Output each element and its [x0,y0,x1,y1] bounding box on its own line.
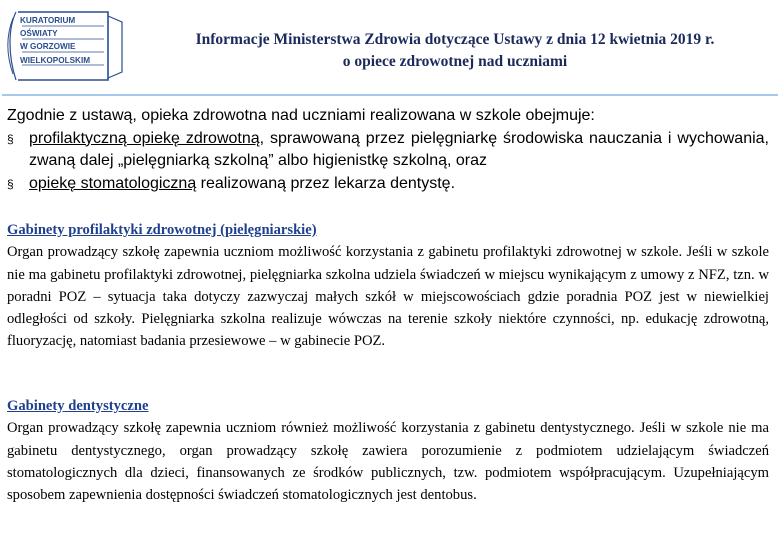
list-item [7,173,769,196]
page-title [130,29,780,73]
section-nurse-offices [7,219,769,353]
intro-lead: Zgodnie z ustawą, opieka zdrowotna nad uczniami realizowana w szkole obejmuje: [7,107,595,124]
list-item-text: , sprawowaną przez pielęgniarkę środowiska nauczania i wychowania, zwaną dalej „pielęgniarką szkolną” albo higienistkę szkolną, oraz [29,129,769,169]
logo-line: WIELKOPOLSKIM [20,55,91,65]
intro-list [7,128,769,196]
page-title-line-2: o opiece zdrowotnej nad uczniami [342,53,568,70]
intro-block [7,105,769,195]
logo-text [20,14,100,67]
logo-line: KURATORIUM [20,16,76,25]
logo-line: W GORZOWIE [20,42,76,52]
page-title-line-1: Informacje Ministerstwa Zdrowia dotyczące Ustawy z dnia 12 kwietnia 2019 r. [195,31,715,48]
section-body: Organ prowadzący szkołę zapewnia uczniom możliwość korzystania z gabinetu profilaktyki zdrowotnej w szkole. Jeśli w szkole nie ma gabinetu profilaktyki zdrowotnej, pielęgniarka szkolna udziela świadczeń w miejscu wynikającym z umowy z NFZ, tzn. w poradni POZ – sytuacja taka dotyczy zazwyczaj małych szkół w miejscowościach gdzie poradnia POZ jest w niewielkiej odległości od szkoły. Pielęgniarka szkolna realizuje wówczas na terenie szkoły niektóre czynności, np. edukację zdrowotną, fluoryzację, natomiast badania przesiewowe – w gabinecie POZ. [7,244,769,350]
section-sign-bullet-icon: § [7,131,14,146]
section-dental-offices [7,395,769,506]
list-item-underlined: opiekę stomatologiczną [29,174,197,192]
section-sign-bullet-icon: § [7,176,14,191]
list-item-text: realizowaną przez lekarza dentystę. [196,174,456,192]
logo-line: OŚWIATY [20,29,58,39]
section-heading: Gabinety dentystyczne [7,398,149,414]
section-body: Organ prowadzący szkołę zapewnia uczniom również możliwość korzystania z gabinetu dentystycznego. Jeśli w szkole nie ma gabinetu dentystycznego, organ prowadzący szkołę zawiera porozumienie z podmiotem udzielającym świadczeń stomatologicznych dla dzieci, finansowanych ze środków publicznych, tzw. podmiotem współpracującym. Uzupełniającym sposobem zapewnienia dostępności świadczeń stomatologicznych jest dentobus. [7,420,769,504]
list-item-underlined: profilaktyczną opiekę zdrowotną [29,129,260,147]
kuratorium-logo [4,6,128,86]
header-divider [2,94,778,96]
section-heading: Gabinety profilaktyki zdrowotnej (pielęgniarskie) [7,222,317,238]
list-item [7,128,769,173]
